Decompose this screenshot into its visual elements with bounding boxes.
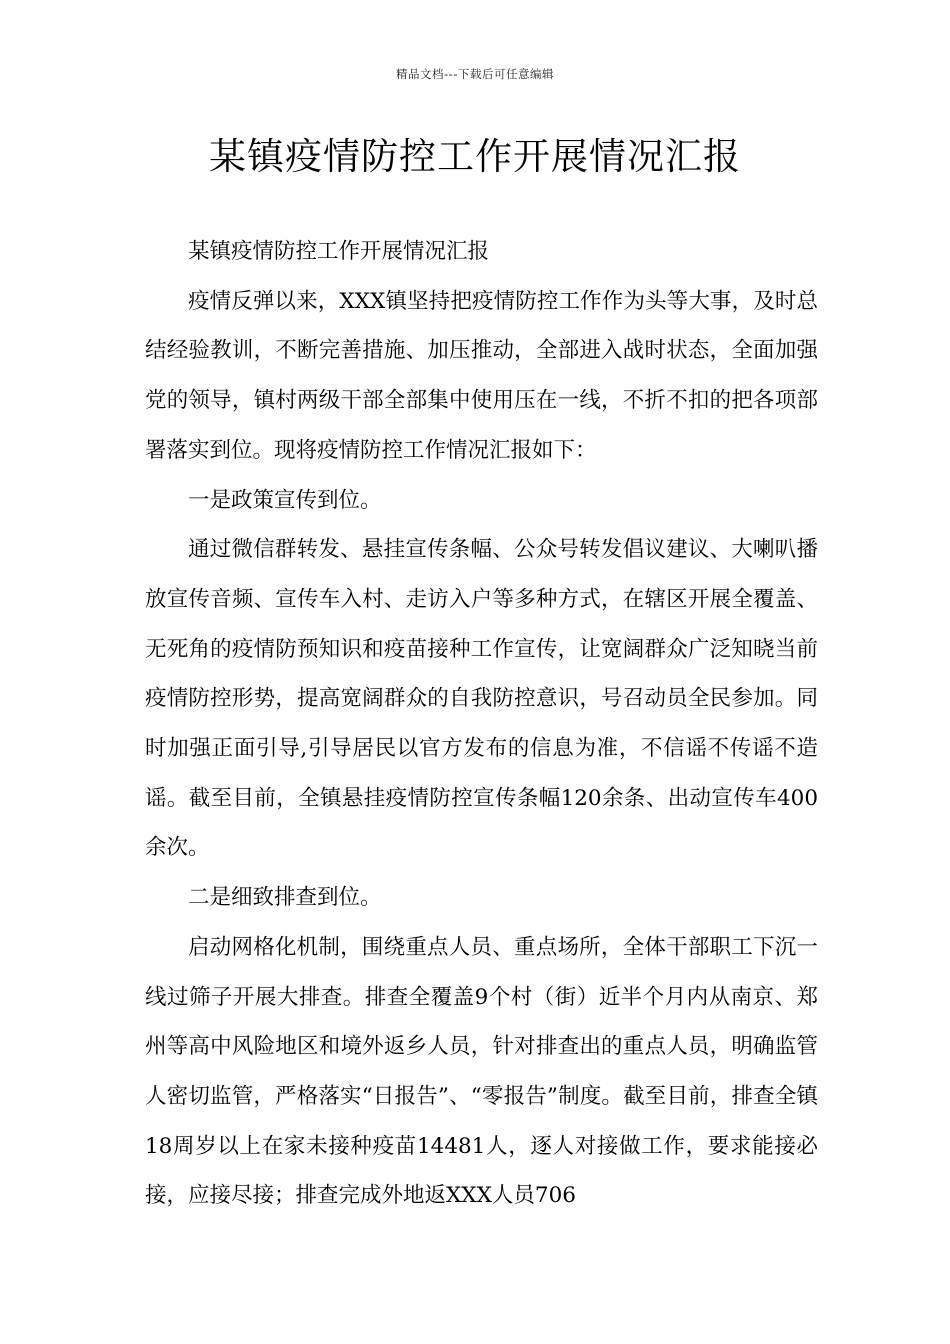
document-title: 某镇疫情防控工作开展情况汇报 [209,135,741,178]
paragraph-subtitle: 某镇疫情防控工作开展情况汇报 [188,239,490,264]
section-heading-publicity: 一是政策宣传到位。 [188,487,382,513]
paragraph-screening: 启动网格化机制，围绕重点人员、重点场所，全体干部职工下沉一线过筛子开展大排查。排查全覆盖9个村（街）近半个月内从南京、郑州等高中风险地区和境外返乡人员，针对排查出的重点人员，明确监管人密切监管，严格落实“日报告”、“零报告”制度。截至目前，排查全镇18周岁以上在家未接种疫苗14481人，逐人对接做工作，要求能接必接，应接尽接；排查完成外地返XXX人员706 [145,934,818,1209]
header-note: 精品文档---下载后可任意编辑 [396,67,554,81]
paragraph-intro: 疫情反弹以来，XXX镇坚持把疫情防控工作作为头等大事，及时总结经验教训，不断完善措施、加压推动，全部进入战时状态，全面加强党的领导，镇村两级干部全部集中使用压在一线，不折不扣的把各项部署落实到位。现将疫情防控工作情况汇报如下： [145,288,818,463]
section-heading-screening: 二是细致排查到位。 [188,885,382,911]
document-body [145,227,818,1221]
paragraph-publicity: 通过微信群转发、悬挂宣传条幅、公众号转发倡议建议、大喇叭播放宣传音频、宣传车入村、走访入户等多种方式，在辖区开展全覆盖、无死角的疫情防预知识和疫苗接种工作宣传，让宽阔群众广泛知晓当前疫情防控形势，提高宽阔群众的自我防控意识，号召动员全民参加。同时加强正面引导,引导居民以官方发布的信息为准，不信谣不传谣不造谣。截至目前，全镇悬挂疫情防控宣传条幅120余条、出动宣传车400余次。 [145,537,818,861]
